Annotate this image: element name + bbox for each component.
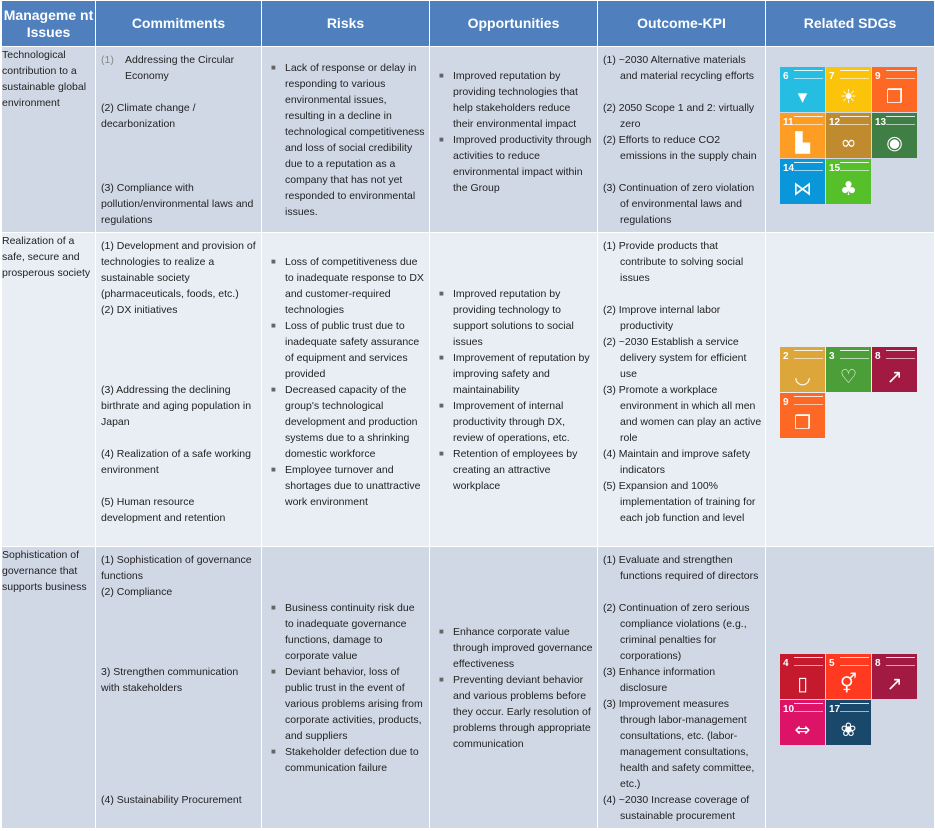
sdg-caption-lines: [794, 116, 823, 125]
growth-chart-icon: ↗: [886, 673, 903, 695]
issue-cell: [2, 233, 96, 547]
sdg-caption-lines: [794, 657, 823, 666]
sdg-goal-10-tile: [780, 700, 825, 745]
kpi-item: (2) Continuation of zero serious compliance violations (e.g., criminal penalties for corporations): [603, 602, 750, 662]
header-management-issues: Manageme nt Issues: [2, 1, 96, 47]
kpi-cell: [598, 47, 766, 233]
commitment-item: (4) Sustainability Procurement: [101, 794, 242, 806]
sdg-goal-number: 10: [783, 704, 795, 715]
city-icon: ▙: [795, 132, 810, 154]
kpi-item: (1) ~2030 Alternative materials and material recycling efforts: [603, 54, 755, 82]
header-opportunities: Opportunities: [430, 1, 598, 47]
issue-cell: [2, 547, 96, 829]
kpi-item: (3) Enhance information disclosure: [603, 666, 716, 694]
kpi-item: (4) ~2030 Increase coverage of sustainable procurement: [603, 794, 750, 822]
kpi-item: (1) Provide products that contribute to solving social issues: [603, 240, 744, 284]
sdg-goal-number: 6: [783, 71, 789, 82]
sdg-goal-7-tile: [826, 67, 871, 112]
sdg-caption-lines: [840, 116, 869, 125]
kpi-item: (1) Evaluate and strengthen functions required of directors: [603, 554, 759, 582]
sdg-caption-lines: [886, 657, 915, 666]
eye-icon: ◉: [886, 132, 903, 154]
sdg-caption-lines: [840, 657, 869, 666]
sdg-goal-12-tile: [826, 113, 871, 158]
sdg-goal-2-tile: [780, 347, 825, 392]
commitments-cell: [96, 47, 262, 233]
kpi-cell: [598, 233, 766, 547]
sdgs-cell: [766, 547, 935, 829]
sdg-tiles: [780, 654, 922, 745]
sdg-goal-number: 15: [829, 163, 841, 174]
kpi-item: (4) Maintain and improve safety indicators: [603, 448, 751, 476]
opportunity-item: ■ Improved reputation by providing technologies that help stakeholders reduce their environmental impact: [439, 68, 593, 132]
sdg-caption-lines: [794, 70, 823, 79]
sdg-goal-8-tile: [872, 347, 917, 392]
sdg-goal-number: 2: [783, 351, 789, 362]
sdg-caption-lines: [840, 70, 869, 79]
issue-text: Technological contribution to a sustainable global environment: [2, 49, 87, 109]
sdg-goal-number: 7: [829, 71, 835, 82]
sdg-tiles: [780, 347, 922, 438]
cubes-icon: ❒: [885, 86, 904, 108]
risks-cell: [262, 47, 430, 233]
kpi-item: (2) 2050 Scope 1 and 2: virtually zero: [603, 102, 755, 130]
opportunities-cell: [430, 47, 598, 233]
risks-cell: [262, 233, 430, 547]
opportunity-item: ■ Improvement of reputation by improving safety and maintainability: [439, 350, 593, 398]
risk-item: ■ Loss of competitiveness due to inadequate response to DX and customer-required technologies: [271, 254, 425, 318]
kpi-item: (5) Expansion and 100% implementation of training for each job function and level: [603, 480, 756, 524]
commitment-item: (1) Sophistication of governance functions: [101, 554, 252, 582]
sdg-goal-number: 12: [829, 117, 841, 128]
kpi-item: (3) Improvement measures through labor-management consultations, etc. (labor-management consultations, health and safety committee, etc.): [603, 698, 755, 790]
commitment-item: (1) Addressing the Circular Economy: [101, 54, 235, 82]
sdg-tiles: [780, 67, 922, 204]
opportunity-item: ■ Preventing deviant behavior and various problems before they occur. Early resolution of problems through appropriate communication: [439, 672, 593, 752]
commitments-cell: [96, 547, 262, 829]
table-row: [2, 547, 935, 829]
sdg-goal-number: 11: [783, 117, 794, 128]
bowl-icon: ◡: [794, 366, 811, 388]
commitment-item: (5) Human resource development and retention: [101, 496, 226, 524]
sdg-caption-lines: [840, 703, 869, 712]
commitment-item: (2) Compliance: [101, 586, 173, 598]
table-row: [2, 47, 935, 233]
opportunity-item: ■ Improved reputation by providing technology to support solutions to social issues: [439, 286, 593, 350]
sdg-goal-number: 17: [829, 704, 841, 715]
sdg-caption-lines: [794, 703, 823, 712]
infinity-icon: ∞: [840, 132, 857, 154]
sdg-goal-number: 9: [875, 71, 881, 82]
kpi-item: (2) Improve internal labor productivity: [603, 304, 721, 332]
risk-item: ■ Deviant behavior, loss of public trust in the event of various problems arising from corporate activities, products, and suppliers: [271, 664, 425, 744]
sdg-goal-number: 8: [875, 658, 881, 669]
risk-item: ■ Stakeholder defection due to communication failure: [271, 744, 425, 776]
kpi-item: (3) Promote a workplace environment in which all men and women can play an active role: [603, 384, 762, 444]
sdg-goal-17-tile: [826, 700, 871, 745]
sdg-caption-lines: [794, 350, 823, 359]
commitment-item: (4) Realization of a safe working environment: [101, 448, 251, 476]
opportunity-item: ■ Improved productivity through activities to reduce environmental impact within the Group: [439, 132, 593, 196]
sdg-caption-lines: [886, 350, 915, 359]
materiality-table: [1, 0, 935, 829]
sdg-goal-number: 9: [783, 397, 789, 408]
opportunity-item: ■ Retention of employees by creating an attractive workplace: [439, 446, 593, 494]
risk-item: ■ Employee turnover and shortages due to unattractive work environment: [271, 462, 425, 510]
sdg-goal-9-tile: [872, 67, 917, 112]
opportunity-item: ■ Enhance corporate value through improved governance effectiveness: [439, 624, 593, 672]
sdg-goal-number: 4: [783, 658, 789, 669]
issue-text: Realization of a safe, secure and prosperous society: [2, 235, 91, 279]
growth-chart-icon: ↗: [886, 366, 903, 388]
opportunity-item: ■ Improvement of internal productivity through DX, review of operations, etc.: [439, 398, 593, 446]
kpi-item: (2) ~2030 Establish a service delivery system for efficient use: [603, 336, 747, 380]
sdg-goal-number: 3: [829, 351, 835, 362]
fish-icon: ⋈: [793, 178, 812, 200]
opportunities-cell: [430, 233, 598, 547]
commitment-item: (2) Climate change / decarbonization: [101, 102, 196, 130]
water-drop-icon: ▾: [797, 86, 808, 108]
risk-item: ■ Loss of public trust due to inadequate safety assurance of equipment and services provided: [271, 318, 425, 382]
kpi-item: (3) Continuation of zero violation of environmental laws and regulations: [603, 182, 755, 226]
sdg-caption-lines: [794, 396, 823, 405]
rings-icon: ❀: [840, 719, 857, 741]
sdg-caption-lines: [840, 162, 869, 171]
risk-item: ■ Decreased capacity of the group's technological development and production systems due to a shrinking domestic workforce: [271, 382, 425, 462]
header-related-sdgs: Related SDGs: [766, 1, 935, 47]
table-row: [2, 233, 935, 547]
kpi-item: (2) Efforts to reduce CO2 emissions in the supply chain: [603, 134, 757, 162]
header-outcome-kpi: Outcome-KPI: [598, 1, 766, 47]
commitments-cell: [96, 233, 262, 547]
commitment-item: (1) Development and provision of technologies to realize a sustainable society (pharmaceuticals, foods, etc.): [101, 240, 256, 300]
sdg-goal-11-tile: [780, 113, 825, 158]
sdg-caption-lines: [886, 116, 915, 125]
sdg-goal-15-tile: [826, 159, 871, 204]
sdg-goal-8-tile: [872, 654, 917, 699]
sdg-caption-lines: [794, 162, 823, 171]
header-commitments: Commitments: [96, 1, 262, 47]
header-row: [2, 1, 935, 47]
sdg-goal-number: 5: [829, 658, 835, 669]
gender-equality-icon: ⚥: [839, 673, 858, 695]
sdg-goal-3-tile: [826, 347, 871, 392]
cubes-icon: ❒: [793, 412, 812, 434]
commitment-item: (3) Compliance with pollution/environmental laws and regulations: [101, 182, 254, 226]
issue-cell: [2, 47, 96, 233]
sdg-goal-number: 14: [783, 163, 795, 174]
sdg-goal-number: 13: [875, 117, 887, 128]
equality-icon: ⇔: [794, 719, 811, 741]
sdg-goal-6-tile: [780, 67, 825, 112]
commitment-item: (3) Addressing the declining birthrate and aging population in Japan: [101, 384, 252, 428]
book-icon: ▯: [797, 673, 808, 695]
opportunities-cell: [430, 547, 598, 829]
sun-icon: ☀: [839, 86, 858, 108]
header-risks: Risks: [262, 1, 430, 47]
sdgs-cell: [766, 47, 935, 233]
risk-item: ■ Lack of response or delay in responding to various environmental issues, resulting in a decline in technological competitiveness and loss of social credibility due to a reputation as a company that has not yet responded to environmental issues.: [271, 60, 425, 220]
commitment-item: (2) DX initiatives: [101, 304, 178, 316]
sdg-goal-5-tile: [826, 654, 871, 699]
issue-text: Sophistication of governance that supports business: [2, 549, 87, 593]
sdg-goal-13-tile: [872, 113, 917, 158]
risk-item: ■ Business continuity risk due to inadequate governance functions, damage to corporate value: [271, 600, 425, 664]
sdgs-cell: [766, 233, 935, 547]
commitment-item: 3) Strengthen communication with stakeholders: [101, 666, 239, 694]
risks-cell: [262, 547, 430, 829]
sdg-caption-lines: [886, 70, 915, 79]
sdg-goal-number: 8: [875, 351, 881, 362]
kpi-cell: [598, 547, 766, 829]
tree-icon: ♣: [839, 178, 858, 200]
sdg-goal-9-tile: [780, 393, 825, 438]
sdg-goal-14-tile: [780, 159, 825, 204]
sdg-goal-4-tile: [780, 654, 825, 699]
sdg-caption-lines: [840, 350, 869, 359]
heartbeat-icon: ♡: [839, 366, 858, 388]
